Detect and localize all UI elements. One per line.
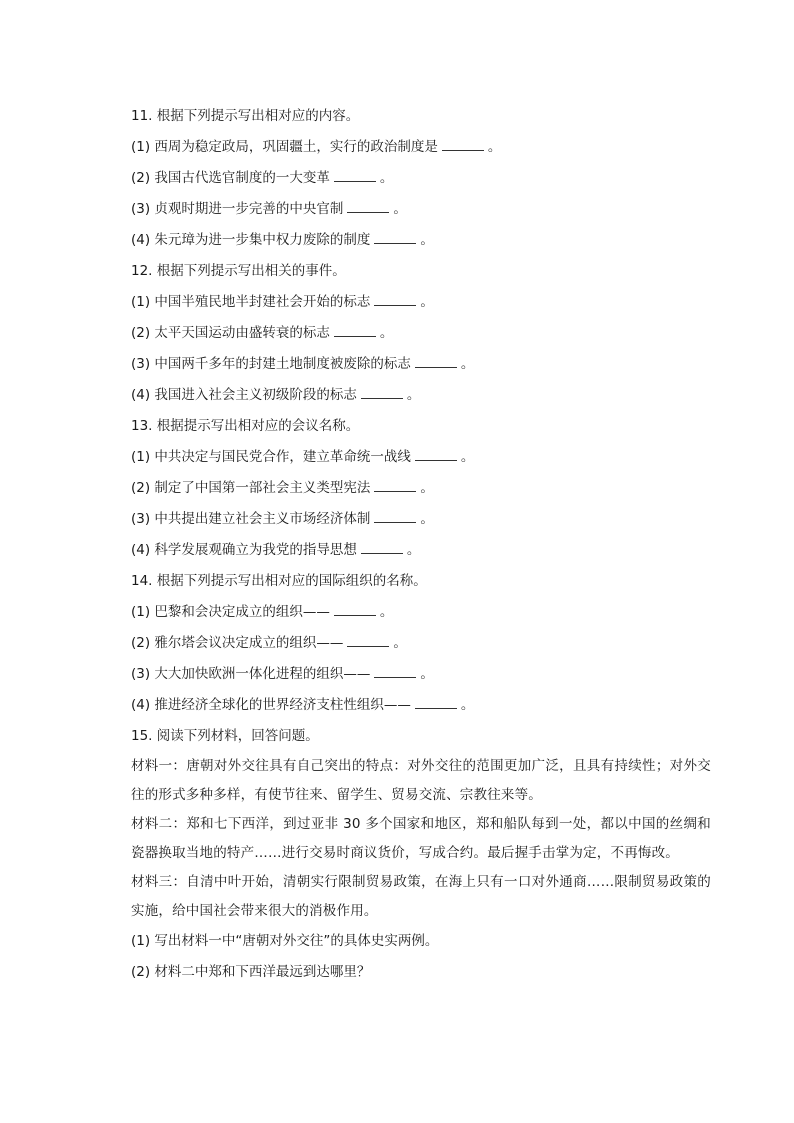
item-end: 。: [393, 635, 407, 651]
item-text: (1) 巴黎和会决定成立的组织——: [131, 604, 330, 620]
question-13-item-1: [131, 442, 711, 473]
question-14-item-4: [131, 690, 711, 721]
question-12-item-1: [131, 287, 711, 318]
answer-blank[interactable]: [442, 138, 484, 151]
question-15-head: 15. 阅读下列材料，回答问题。: [131, 728, 319, 744]
question-12-head: 12. 根据下列提示写出相关的事件。: [131, 263, 346, 279]
answer-blank[interactable]: [347, 634, 389, 647]
item-text: (3) 贞观时期进一步完善的中央官制: [131, 201, 344, 217]
answer-blank[interactable]: [374, 510, 416, 523]
question-14-item-1: [131, 597, 711, 628]
item-end: 。: [406, 542, 421, 558]
item-text: (2) 太平天国运动由盛转衰的标志: [131, 325, 330, 341]
item-end: 。: [379, 325, 394, 341]
page-content: [131, 101, 711, 988]
answer-blank[interactable]: [374, 479, 416, 492]
material-1: 材料一：唐朝对外交往具有自己突出的特点：对外交往的范围更加广泛，且具有持续性；对外交往的形式多种多样，有使节往来、留学生、贸易交流、宗教往来等。: [131, 758, 711, 803]
answer-blank[interactable]: [374, 293, 416, 306]
item-text: (2) 我国古代选官制度的一大变革: [131, 170, 330, 186]
item-end: 。: [420, 294, 434, 310]
question-13-item-4: [131, 535, 711, 566]
answer-blank[interactable]: [334, 324, 376, 337]
question-13-head: 13. 根据提示写出相对应的会议名称。: [131, 418, 360, 434]
question-15-sub-1: (1) 写出材料一中“唐朝对外交往”的具体史实两例。: [131, 933, 439, 949]
question-12-item-4: [131, 380, 711, 411]
question-13-item-2: [131, 473, 711, 504]
item-end: 。: [406, 387, 421, 403]
item-end: 。: [460, 697, 475, 713]
answer-blank[interactable]: [334, 169, 376, 182]
question-12-item-3: [131, 349, 711, 380]
question-11-item-3: [131, 194, 711, 225]
question-11-item-2: [131, 163, 711, 194]
answer-blank[interactable]: [361, 541, 403, 554]
item-text: (4) 科学发展观确立为我党的指导思想: [131, 542, 357, 558]
answer-blank[interactable]: [374, 231, 416, 244]
item-text: (4) 朱元璋为进一步集中权力废除的制度: [131, 232, 371, 248]
item-end: 。: [420, 511, 434, 527]
item-end: 。: [393, 201, 407, 217]
answer-blank[interactable]: [347, 200, 389, 213]
material-3: 材料三：自清中叶开始，清朝实行限制贸易政策，在海上只有一口对外通商……限制贸易政策的实施，给中国社会带来很大的消极作用。: [131, 874, 711, 919]
item-text: (4) 我国进入社会主义初级阶段的标志: [131, 387, 357, 403]
item-end: 。: [420, 232, 434, 248]
item-text: (2) 雅尔塔会议决定成立的组织——: [131, 635, 344, 651]
question-11-item-1: [131, 132, 711, 163]
material-2: 材料二：郑和七下西洋，到过亚非 30 多个国家和地区，郑和船队每到一处，都以中国的丝绸和瓷器换取当地的特产……进行交易时商议货价，写成合约。最后握手击掌为定，不再悔改。: [131, 816, 711, 861]
question-12-item-2: [131, 318, 711, 349]
item-text: (3) 中国两千多年的封建土地制度被废除的标志: [131, 356, 411, 372]
item-end: 。: [379, 170, 394, 186]
item-text: (1) 中共决定与国民党合作，建立革命统一战线: [131, 449, 411, 465]
question-14-item-2: [131, 628, 711, 659]
item-end: 。: [420, 480, 434, 496]
item-end: 。: [460, 356, 475, 372]
item-text: (1) 西周为稳定政局，巩固疆土，实行的政治制度是: [131, 139, 438, 155]
item-end: 。: [420, 666, 434, 682]
question-11-head: 11. 根据下列提示写出相对应的内容。: [131, 108, 360, 124]
item-text: (1) 中国半殖民地半封建社会开始的标志: [131, 294, 371, 310]
item-text: (2) 制定了中国第一部社会主义类型宪法: [131, 480, 371, 496]
item-text: (4) 推进经济全球化的世界经济支柱性组织——: [131, 697, 411, 713]
answer-blank[interactable]: [361, 386, 403, 399]
question-14-item-3: [131, 659, 711, 690]
question-14-head: 14. 根据下列提示写出相对应的国际组织的名称。: [131, 573, 427, 589]
item-text: (3) 大大加快欧洲一体化进程的组织——: [131, 666, 371, 682]
answer-blank[interactable]: [374, 665, 416, 678]
question-11-item-4: [131, 225, 711, 256]
item-end: 。: [460, 449, 475, 465]
question-13-item-3: [131, 504, 711, 535]
item-end: 。: [379, 604, 394, 620]
answer-blank[interactable]: [334, 603, 376, 616]
question-15-sub-2: (2) 材料二中郑和下西洋最远到达哪里？: [131, 964, 371, 980]
item-end: 。: [487, 139, 502, 155]
item-text: (3) 中共提出建立社会主义市场经济体制: [131, 511, 371, 527]
answer-blank[interactable]: [415, 696, 457, 709]
answer-blank[interactable]: [415, 448, 457, 461]
answer-blank[interactable]: [415, 355, 457, 368]
